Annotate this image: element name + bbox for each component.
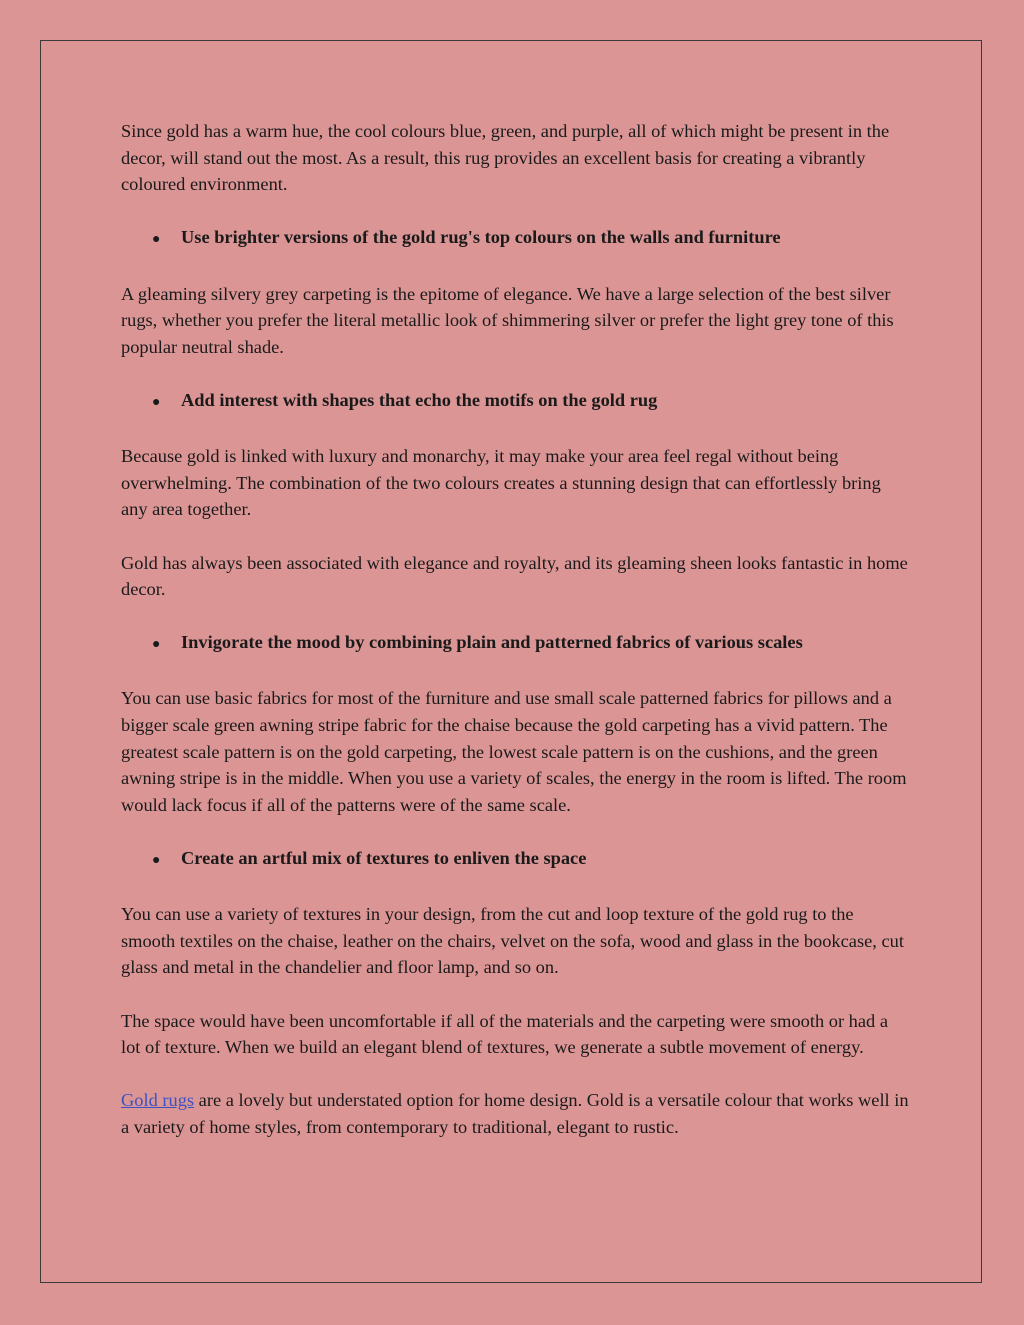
bullet-heading-fabrics: [121, 629, 911, 659]
bullet-heading-brighter-versions: [121, 224, 911, 254]
paragraph-intro: Since gold has a warm hue, the cool colours blue, green, and purple, all of which might be present in the decor, will stand out the most. As a result, this rug provides an excellent basis for creating a vibrantly coloured environment.: [121, 121, 890, 195]
bullet-dot-icon: ●: [152, 637, 161, 653]
bullet-dot-icon: ●: [152, 853, 161, 869]
paragraph-texture-blend: The space would have been uncomfortable if all of the materials and the carpeting were smooth or had a lot of texture. When we build an elegant blend of textures, we generate a subtle movement of energy.: [121, 1010, 889, 1058]
conclusion-text: are a lovely but understated option for home design. Gold is a versatile colour that works well in a variety of home styles, from contemporary to traditional, elegant to rustic.: [121, 1090, 909, 1137]
bullet-heading-text: Use brighter versions of the gold rug's top colours on the walls and furniture: [181, 227, 781, 248]
paragraph-luxury: Because gold is linked with luxury and monarchy, it may make your area feel regal without being overwhelming. The combination of the two colours creates a stunning design that can effortlessly bring any area together.: [121, 446, 881, 520]
bullet-heading-text: Add interest with shapes that echo the motifs on the gold rug: [181, 389, 658, 410]
bullet-dot-icon: ●: [152, 394, 161, 410]
gold-rugs-link[interactable]: Gold rugs: [121, 1090, 195, 1111]
bullet-heading-shapes: [121, 387, 911, 417]
document-body: [121, 118, 911, 1167]
bullet-heading-text: Invigorate the mood by combining plain and patterned fabrics of various scales: [181, 632, 803, 653]
bullet-dot-icon: ●: [152, 232, 161, 248]
paragraph-conclusion: [121, 1087, 911, 1140]
paragraph-silver-carpeting: A gleaming silvery grey carpeting is the epitome of elegance. We have a large selection of the best silver rugs, whether you prefer the literal metallic look of shimmering silver or prefer the light grey tone of this popular neutral shade.: [121, 283, 894, 357]
paragraph-fabric-scales: You can use basic fabrics for most of the furniture and use small scale patterned fabrics for pillows and a bigger scale green awning stripe fabric for the chaise because the gold carpeting has a vivid pattern. The greatest scale pattern is on the gold carpeting, the lowest scale pattern is on the cushions, and the green awning stripe is in the middle. When you use a variety of scales, the energy in the room is lifted. The room would lack focus if all of the patterns were of the same scale.: [121, 688, 907, 815]
paragraph-elegance: Gold has always been associated with elegance and royalty, and its gleaming sheen looks fantastic in home decor.: [121, 552, 908, 600]
bullet-heading-textures: [121, 845, 911, 875]
bullet-heading-text: Create an artful mix of textures to enliven the space: [181, 848, 587, 869]
paragraph-texture-variety: You can use a variety of textures in your design, from the cut and loop texture of the gold rug to the smooth textiles on the chaise, leather on the chairs, velvet on the sofa, wood and glass in the bookcase, cut glass and metal in the chandelier and floor lamp, and so on.: [121, 904, 904, 978]
